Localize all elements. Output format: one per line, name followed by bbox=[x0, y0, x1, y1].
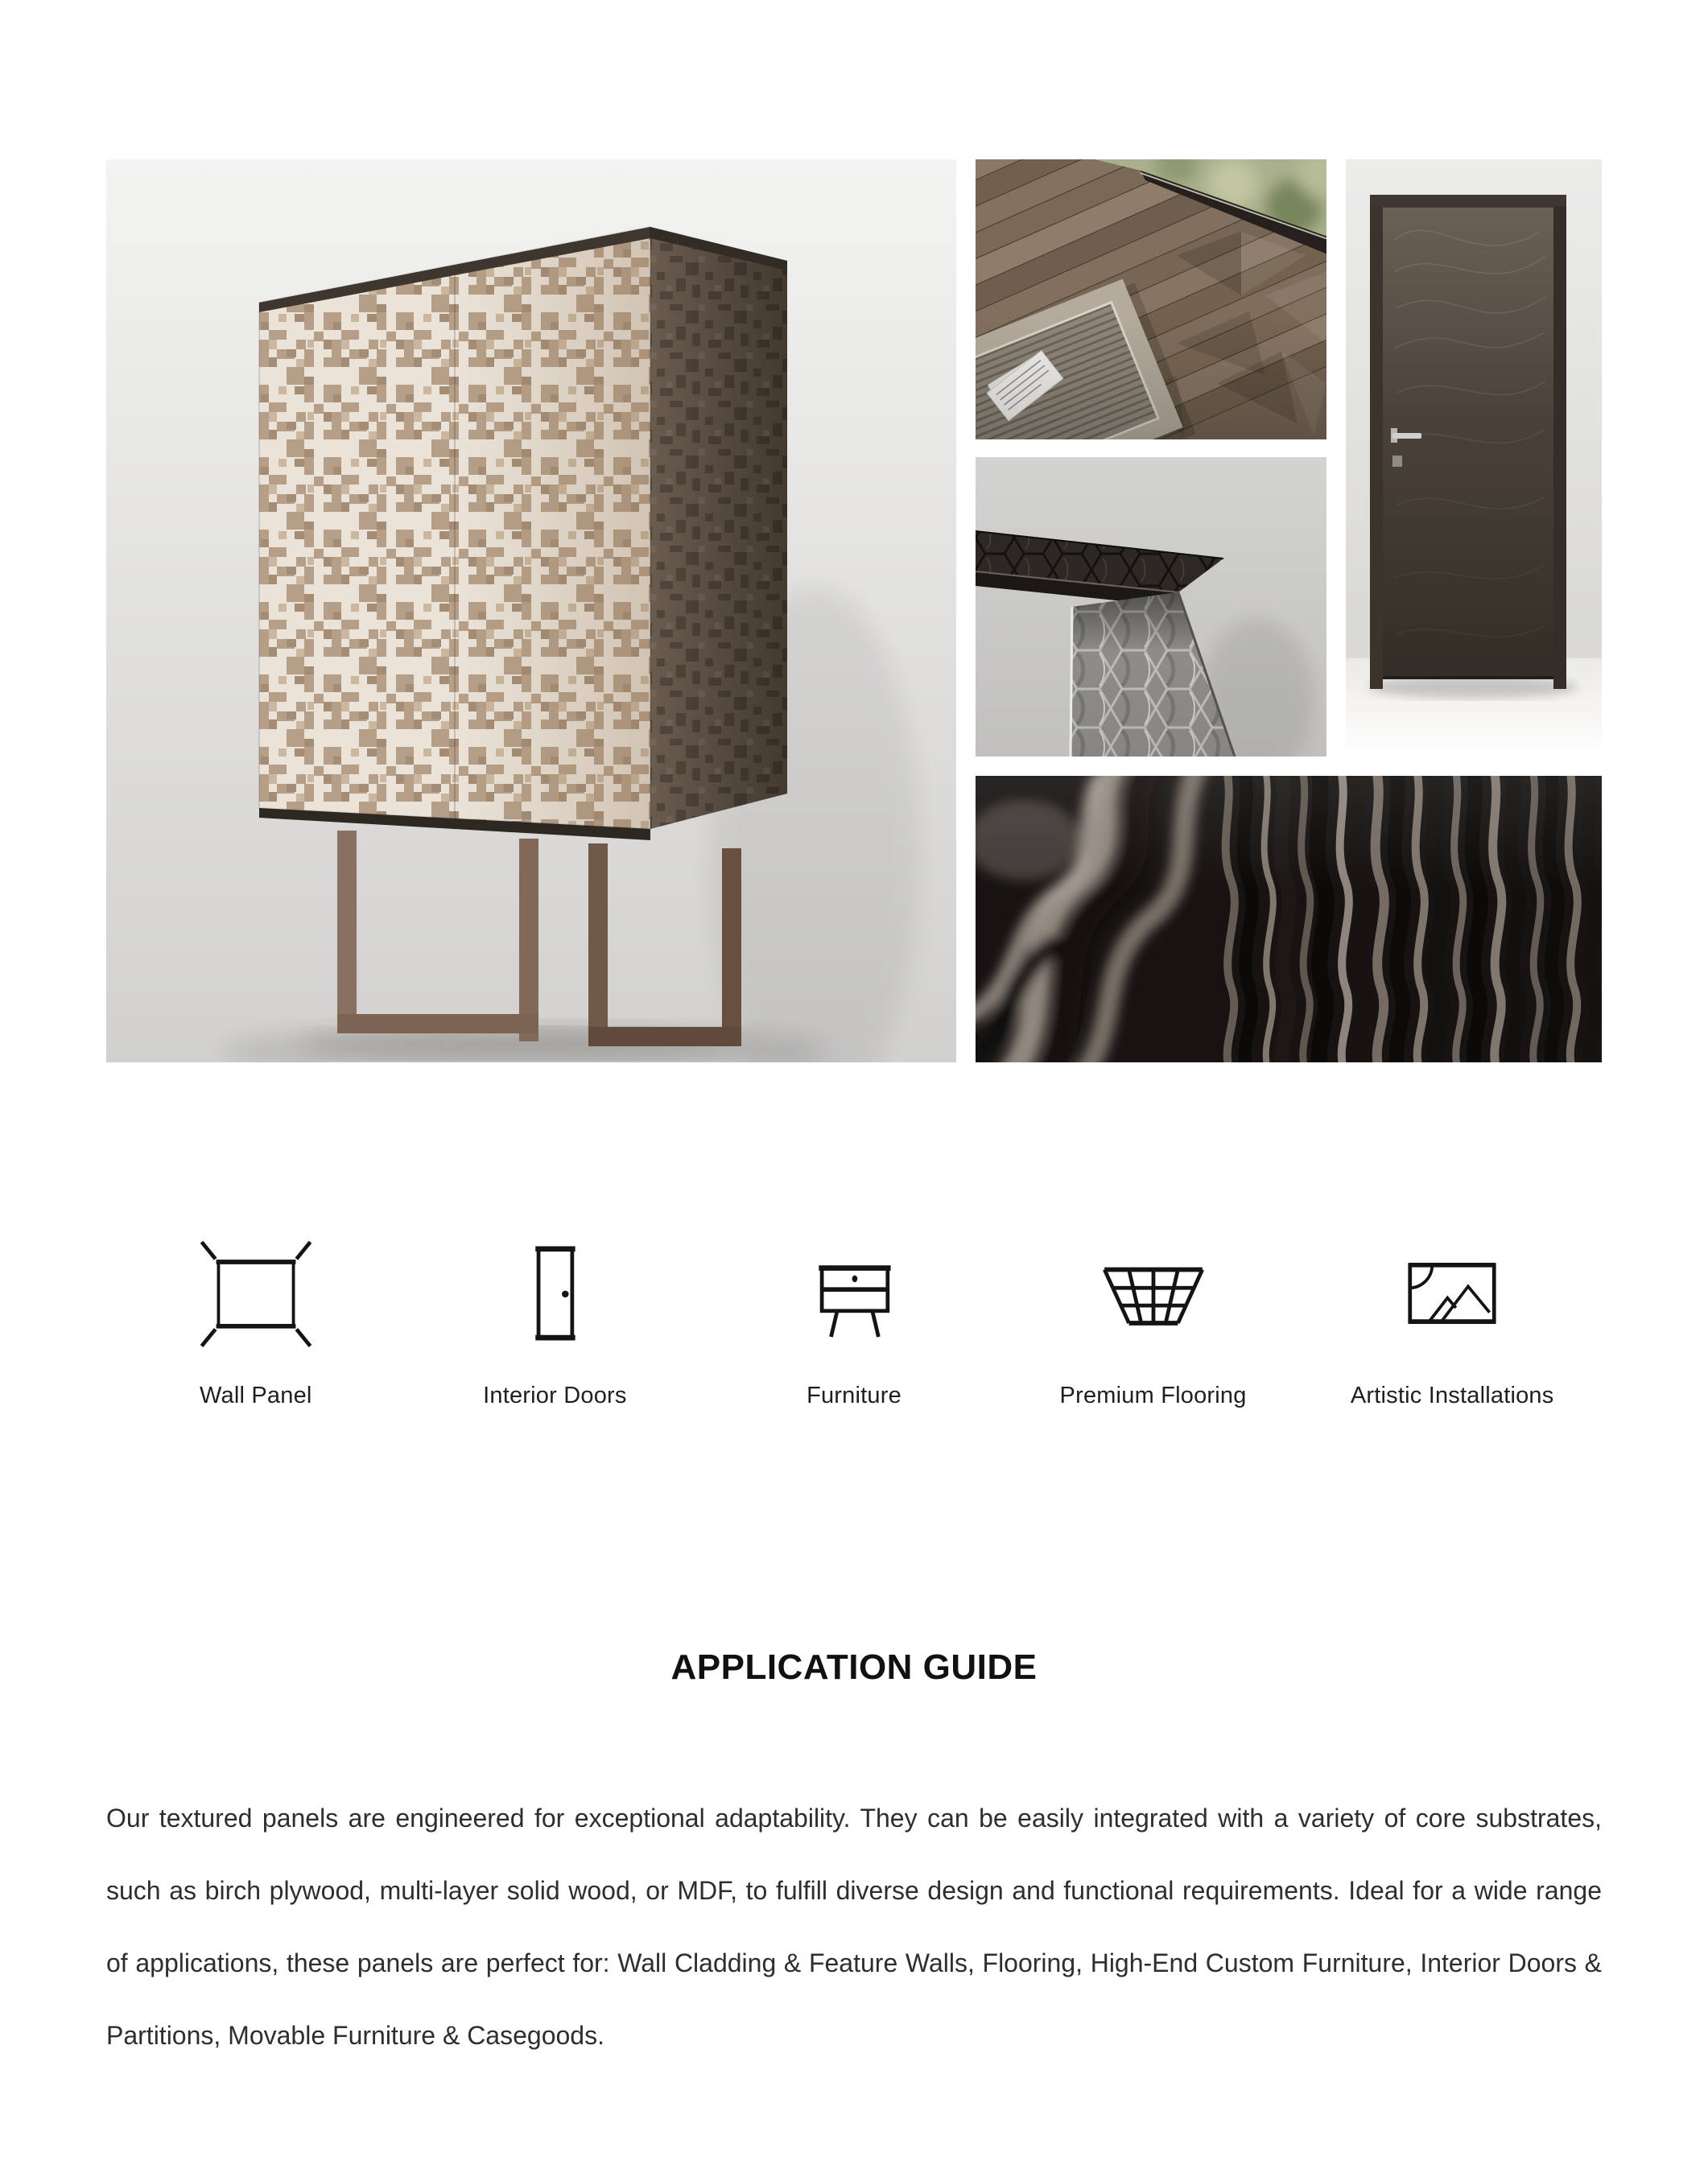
gallery-photo-table bbox=[976, 457, 1326, 757]
artistic-installations-icon bbox=[1391, 1231, 1513, 1354]
gallery-photo-flooring bbox=[976, 159, 1326, 439]
interior-door-icon bbox=[493, 1231, 616, 1354]
category-wall-panel bbox=[106, 1231, 406, 1409]
category-premium-flooring bbox=[1004, 1231, 1303, 1409]
category-artistic-installations bbox=[1302, 1231, 1602, 1409]
furniture-icon bbox=[793, 1231, 915, 1354]
table-image bbox=[976, 457, 1326, 757]
flooring-image bbox=[976, 159, 1326, 439]
gallery-photo-textured-cabinet bbox=[106, 159, 956, 1062]
photo-gallery bbox=[106, 159, 1602, 1062]
door-image bbox=[1346, 159, 1602, 757]
wall-panel-icon bbox=[195, 1231, 317, 1354]
gallery-photo-wave-panel bbox=[976, 776, 1602, 1062]
gallery-photo-door bbox=[1346, 159, 1602, 757]
category-label: Artistic Installations bbox=[1350, 1383, 1554, 1408]
textured-cabinet-image bbox=[106, 159, 956, 1062]
section-title: APPLICATION GUIDE bbox=[670, 1647, 1038, 1687]
premium-flooring-icon bbox=[1092, 1231, 1215, 1354]
category-furniture bbox=[704, 1231, 1004, 1409]
wave-panel-image bbox=[976, 776, 1602, 1062]
category-label: Interior Doors bbox=[483, 1383, 627, 1408]
category-interior-doors bbox=[406, 1231, 705, 1409]
application-guide-text: Our textured panels are engineered for exceptional adaptability. They can be easily integrated with a variety of core substrates, such as birch plywood, multi-layer solid wood, or MDF, to fulfill diverse design and functional requirements. Ideal for a wide range of applications, these panels are perfect for: Wall Cladding & Feature Walls, Flooring, High-End Custom Furniture, Interior Doors & Partitions, Movable Furniture & Casegoods. bbox=[106, 1804, 1602, 2050]
category-label: Wall Panel bbox=[200, 1383, 312, 1408]
category-label: Premium Flooring bbox=[1059, 1383, 1247, 1408]
category-label: Furniture bbox=[807, 1383, 901, 1408]
application-categories bbox=[106, 1231, 1602, 1409]
